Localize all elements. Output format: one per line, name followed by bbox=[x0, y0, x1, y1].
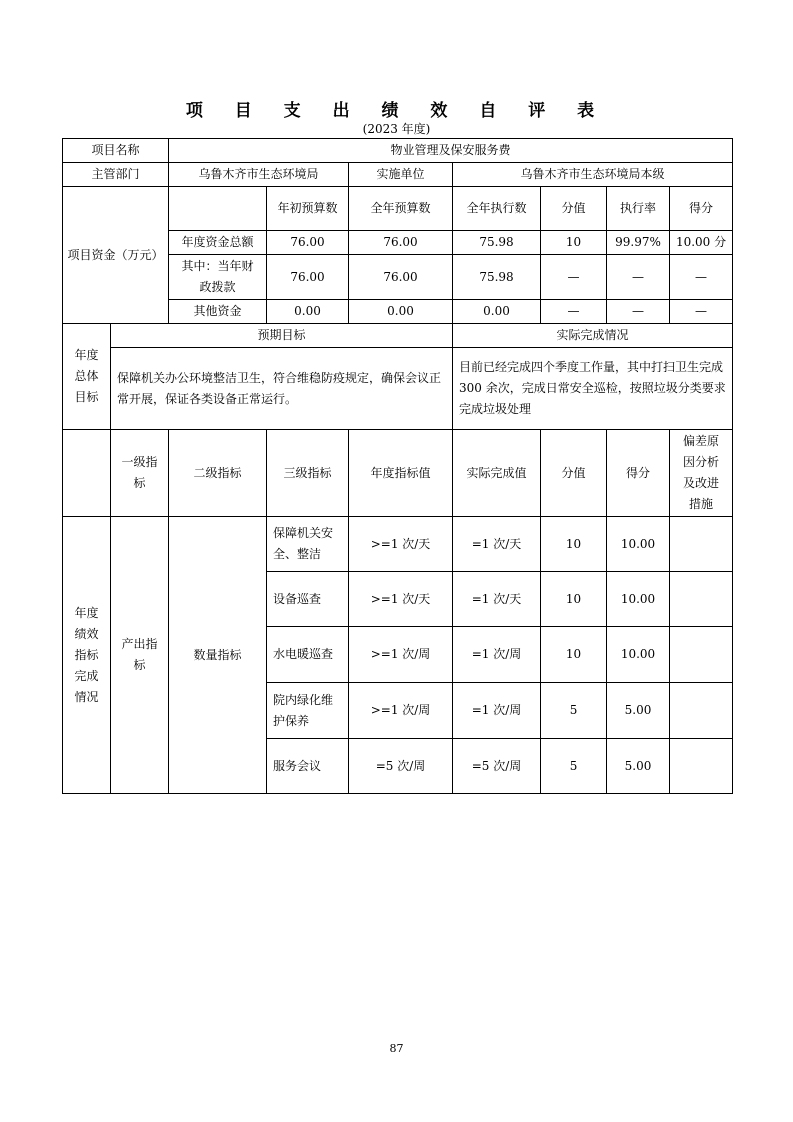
goals-label: 年度总体目标 bbox=[63, 324, 111, 430]
level3-indicator: 设备巡查 bbox=[267, 572, 349, 627]
expected-goal-header: 预期目标 bbox=[111, 324, 453, 348]
page-number: 87 bbox=[389, 1042, 404, 1055]
funds-col-header: 全年执行数 bbox=[453, 187, 541, 231]
indicator-col-header: 实际完成值 bbox=[453, 430, 541, 517]
funds-cell: 0.00 bbox=[349, 300, 453, 324]
deviation bbox=[670, 739, 733, 794]
indicator-corner bbox=[63, 430, 111, 517]
indicator-row bbox=[63, 517, 733, 572]
score-max: 10 bbox=[541, 627, 607, 683]
funds-cell: 76.00 bbox=[349, 231, 453, 255]
target-value: >=1 次/周 bbox=[349, 627, 453, 683]
level3-indicator: 服务会议 bbox=[267, 739, 349, 794]
funds-row-label: 其中：当年财政拨款 bbox=[169, 255, 267, 300]
level3-indicator: 院内绿化维护保养 bbox=[267, 683, 349, 739]
deviation bbox=[670, 517, 733, 572]
actual-value: =1 次/周 bbox=[453, 683, 541, 739]
indicator-col-header: 分值 bbox=[541, 430, 607, 517]
funds-col-header: 执行率 bbox=[607, 187, 670, 231]
target-value: =5 次/周 bbox=[349, 739, 453, 794]
row-project-name bbox=[63, 139, 733, 163]
indicator-col-header: 二级指标 bbox=[169, 430, 267, 517]
funds-cell: 76.00 bbox=[349, 255, 453, 300]
score: 10.00 bbox=[607, 627, 670, 683]
performance-table bbox=[62, 138, 733, 794]
actual-value: =1 次/周 bbox=[453, 627, 541, 683]
indicator-col-header: 偏差原因分析及改进措施 bbox=[670, 430, 733, 517]
funds-cell: — bbox=[670, 255, 733, 300]
indicators-label: 年度绩效指标完成情况 bbox=[63, 517, 111, 794]
actual-value: =5 次/周 bbox=[453, 739, 541, 794]
funds-label: 项目资金（万元） bbox=[63, 187, 169, 324]
actual-value: =1 次/天 bbox=[453, 572, 541, 627]
dept-label: 主管部门 bbox=[63, 163, 169, 187]
funds-cell: 0.00 bbox=[267, 300, 349, 324]
deviation bbox=[670, 627, 733, 683]
funds-cell: — bbox=[607, 300, 670, 324]
funds-cell: 10.00 分 bbox=[670, 231, 733, 255]
deviation bbox=[670, 572, 733, 627]
funds-cell: 10 bbox=[541, 231, 607, 255]
indicator-col-header: 一级指标 bbox=[111, 430, 169, 517]
funds-corner bbox=[169, 187, 267, 231]
deviation bbox=[670, 683, 733, 739]
score: 10.00 bbox=[607, 517, 670, 572]
indicator-col-header: 年度指标值 bbox=[349, 430, 453, 517]
score-max: 10 bbox=[541, 517, 607, 572]
funds-cell: 75.98 bbox=[453, 231, 541, 255]
project-name-label: 项目名称 bbox=[63, 139, 169, 163]
funds-cell: 75.98 bbox=[453, 255, 541, 300]
level3-indicator: 水电暖巡查 bbox=[267, 627, 349, 683]
dept-value: 乌鲁木齐市生态环境局 bbox=[169, 163, 349, 187]
funds-col-header: 得分 bbox=[670, 187, 733, 231]
level3-indicator: 保障机关安全、整洁 bbox=[267, 517, 349, 572]
funds-cell: — bbox=[607, 255, 670, 300]
score-max: 5 bbox=[541, 683, 607, 739]
document-title: 项 目 支 出 绩 效 自 评 表 bbox=[185, 101, 608, 121]
project-name-value: 物业管理及保安服务费 bbox=[169, 139, 733, 163]
funds-cell: 99.97% bbox=[607, 231, 670, 255]
row-goals-content bbox=[63, 348, 733, 430]
actual-value: =1 次/天 bbox=[453, 517, 541, 572]
indicator-col-header: 得分 bbox=[607, 430, 670, 517]
row-funds-header bbox=[63, 187, 733, 231]
expected-goal-text: 保障机关办公环境整洁卫生，符合维稳防疫规定，确保会议正常开展，保证各类设备正常运行。 bbox=[111, 348, 453, 430]
funds-cell: — bbox=[670, 300, 733, 324]
target-value: >=1 次/天 bbox=[349, 572, 453, 627]
score-max: 10 bbox=[541, 572, 607, 627]
funds-row-label: 其他资金 bbox=[169, 300, 267, 324]
funds-col-header: 年初预算数 bbox=[267, 187, 349, 231]
impl-label: 实施单位 bbox=[349, 163, 453, 187]
row-goals-header bbox=[63, 324, 733, 348]
level2-indicator: 数量指标 bbox=[169, 517, 267, 794]
row-indicator-header bbox=[63, 430, 733, 517]
actual-completion-text: 目前已经完成四个季度工作量，其中打扫卫生完成 300 余次，完成日常安全巡检，按照垃圾分类要求完成垃圾处理 bbox=[453, 348, 733, 430]
target-value: >=1 次/周 bbox=[349, 683, 453, 739]
score-max: 5 bbox=[541, 739, 607, 794]
funds-row-label: 年度资金总额 bbox=[169, 231, 267, 255]
funds-col-header: 分值 bbox=[541, 187, 607, 231]
funds-cell: 0.00 bbox=[453, 300, 541, 324]
funds-cell: 76.00 bbox=[267, 231, 349, 255]
impl-value: 乌鲁木齐市生态环境局本级 bbox=[453, 163, 733, 187]
funds-cell: 76.00 bbox=[267, 255, 349, 300]
level1-indicator: 产出指标 bbox=[111, 517, 169, 794]
funds-cell: — bbox=[541, 255, 607, 300]
document-year: (2023 年度) bbox=[362, 122, 431, 136]
actual-completion-header: 实际完成情况 bbox=[453, 324, 733, 348]
score: 5.00 bbox=[607, 683, 670, 739]
score: 10.00 bbox=[607, 572, 670, 627]
target-value: >=1 次/天 bbox=[349, 517, 453, 572]
indicator-col-header: 三级指标 bbox=[267, 430, 349, 517]
funds-col-header: 全年预算数 bbox=[349, 187, 453, 231]
funds-cell: — bbox=[541, 300, 607, 324]
row-department bbox=[63, 163, 733, 187]
score: 5.00 bbox=[607, 739, 670, 794]
